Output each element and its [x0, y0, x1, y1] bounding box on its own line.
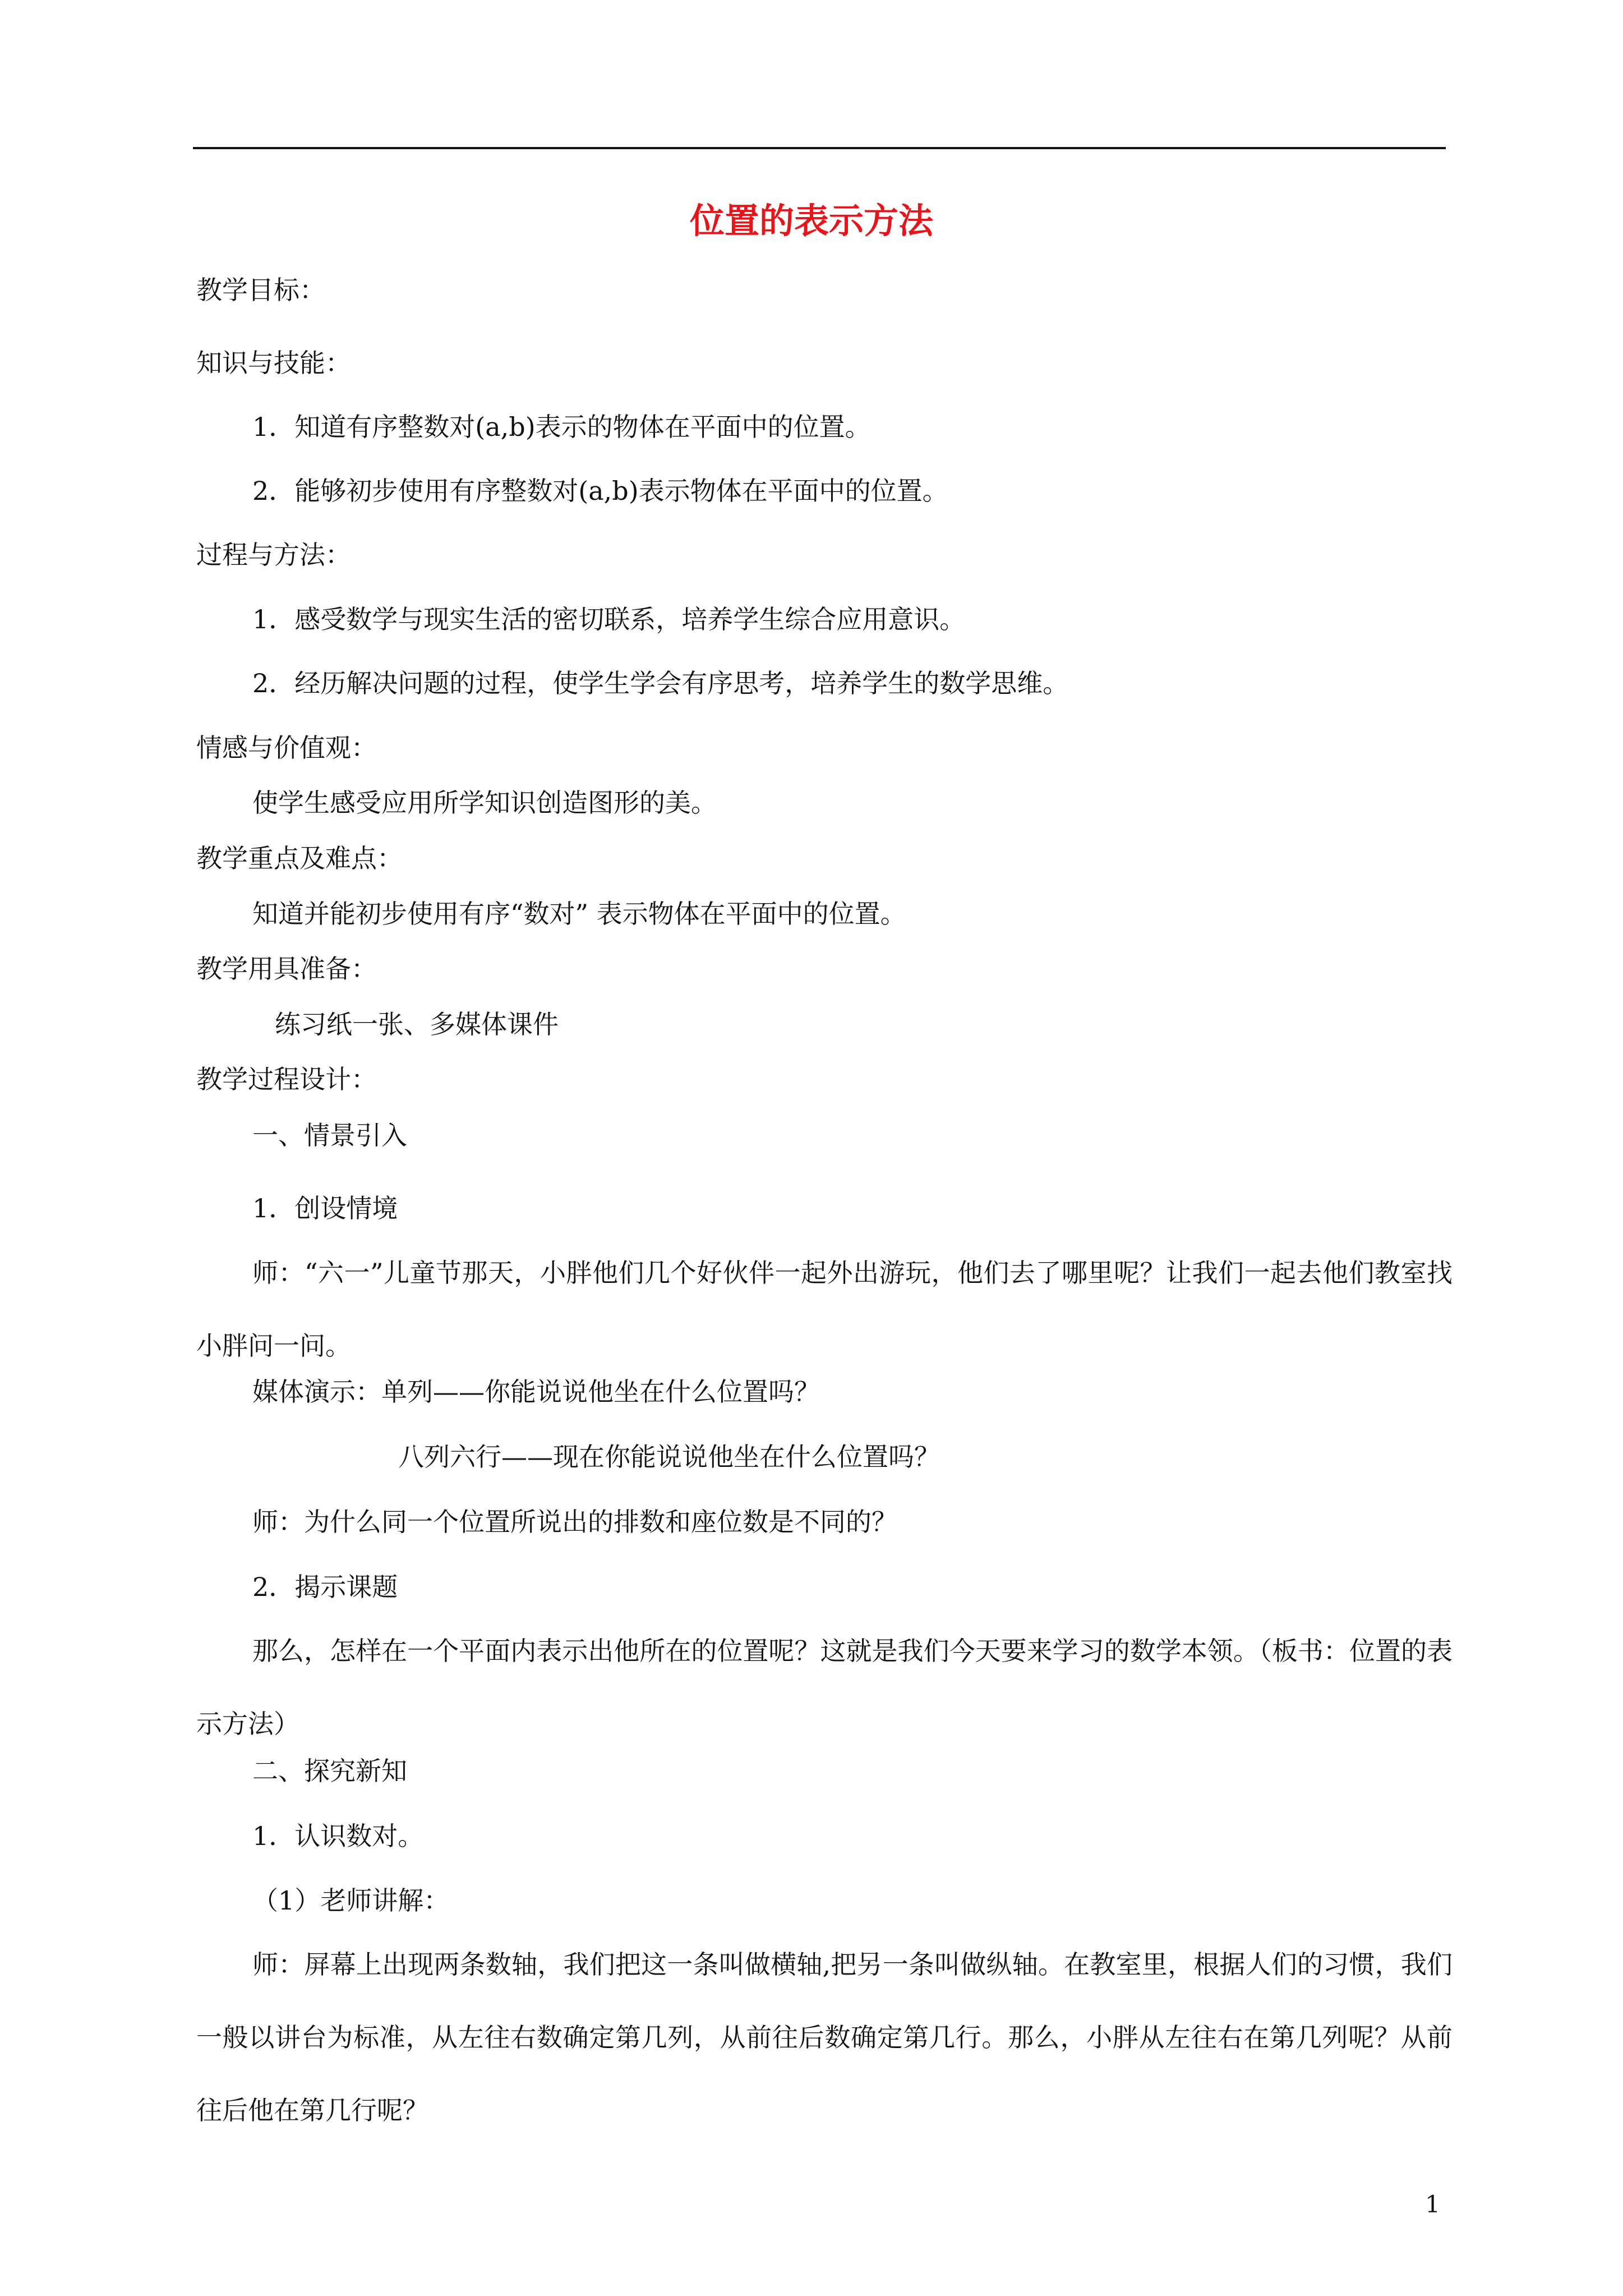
- heading-process-design: 教学过程设计：: [196, 1064, 377, 1094]
- section-1-step-1: 1．创设情境: [252, 1193, 398, 1223]
- media-demo-2: 八列六行——现在你能说说他坐在什么位置吗？: [398, 1442, 940, 1472]
- section-2-heading: 二、探究新知: [252, 1756, 407, 1786]
- paragraph-scenario: 师：“六一”儿童节那天，小胖他们几个好伙伴一起外出游玩，他们去了哪里呢？让我们一起去他们教室找小胖问一问。: [196, 1258, 1453, 1361]
- heading-teaching-tools: 教学用具准备：: [196, 954, 377, 984]
- teacher-question: 师：为什么同一个位置所说出的排数和座位数是不同的？: [252, 1507, 897, 1537]
- section-1-step-2: 2．揭示课题: [252, 1572, 398, 1602]
- knowledge-item-1: 1．知道有序整数对(a,b)表示的物体在平面中的位置。: [252, 412, 871, 442]
- paragraph-teacher-explanation: 师：屏幕上出现两条数轴，我们把这一条叫做横轴,把另一条叫做纵轴。在教室里，根据人们的习惯，我们一般以讲台为标准，从左往右数确定第几列，从前往后数确定第几行。那么，小胖从左往右在第几列呢？从前往后他在第几行呢？: [196, 1949, 1453, 2125]
- media-demo-1: 媒体演示：单列——你能说说他坐在什么位置吗？: [252, 1377, 820, 1407]
- heading-key-points: 教学重点及难点：: [196, 843, 403, 873]
- section-1-heading: 一、情景引入: [252, 1120, 407, 1151]
- document-title: 位置的表示方法: [689, 200, 933, 241]
- teaching-tools-item: 练习纸一张、多媒体课件: [275, 1009, 559, 1039]
- process-item-1: 1．感受数学与现实生活的密切联系，培养学生综合应用意识。: [252, 604, 966, 634]
- heading-emotion-values: 情感与价值观：: [196, 733, 377, 763]
- heading-knowledge-skills: 知识与技能：: [196, 348, 351, 378]
- section-2-step-1: 1．认识数对。: [252, 1821, 424, 1851]
- knowledge-item-2: 2．能够初步使用有序整数对(a,b)表示物体在平面中的位置。: [252, 476, 948, 506]
- process-item-2: 2．经历解决问题的过程，使学生学会有序思考，培养学生的数学思维。: [252, 668, 1069, 698]
- page-number: 1: [1425, 2191, 1440, 2218]
- emotion-item: 使学生感受应用所学知识创造图形的美。: [252, 788, 717, 818]
- heading-teaching-goals: 教学目标：: [196, 275, 325, 305]
- header-rule: [193, 147, 1446, 149]
- paragraph-topic-reveal: 那么，怎样在一个平面内表示出他所在的位置呢？这就是我们今天要来学习的数学本领。（板书：位置的表示方法）: [196, 1636, 1453, 1739]
- key-points-item: 知道并能初步使用有序“数对” 表示物体在平面中的位置。: [252, 899, 906, 929]
- heading-process-method: 过程与方法：: [196, 540, 351, 570]
- section-2-step-1a: （1）老师讲解：: [252, 1885, 450, 1916]
